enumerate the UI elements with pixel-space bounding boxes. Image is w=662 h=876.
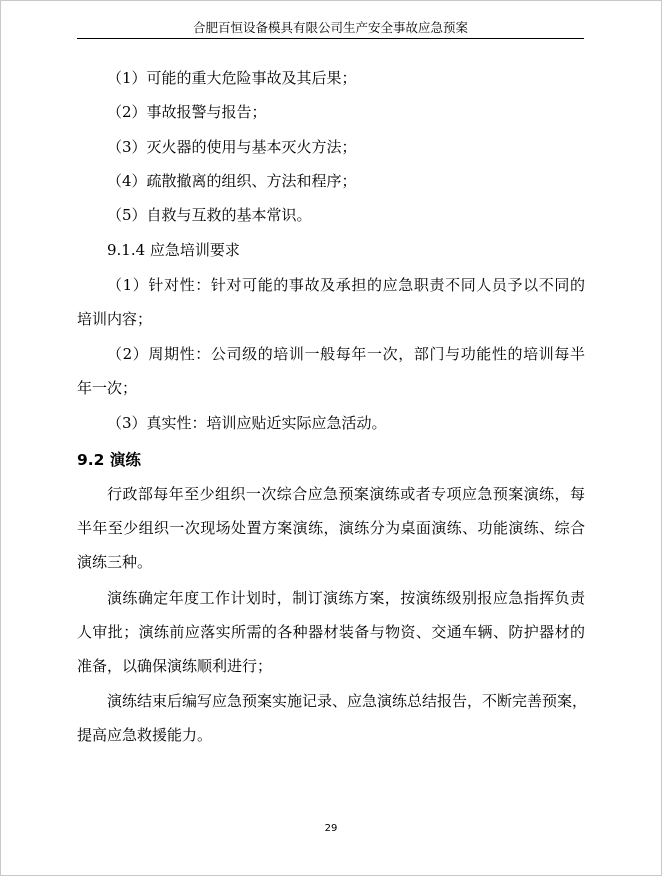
training-item-5: （5）自救与互救的基本常识。 bbox=[107, 206, 312, 224]
paragraph-3-line-1: 演练结束后编写应急预案实施记录、应急演练总结报告，不断完善预案， bbox=[107, 692, 588, 710]
page-header: 合肥百恒设备模具有限公司生产安全事故应急预案 bbox=[77, 18, 584, 39]
paragraph-2-line-1: 演练确定年度工作计划时，制订演练方案，按演练级别报应急指挥负责 bbox=[107, 589, 585, 607]
requirement-1-line-2: 培训内容； bbox=[77, 310, 153, 328]
section-title: 9.2 演练 bbox=[77, 451, 141, 469]
requirement-1-line-1: （1）针对性：针对可能的事故及承担的应急职责不同人员予以不同的 bbox=[107, 276, 585, 294]
paragraph-2-line-3: 准备，以确保演练顺利进行； bbox=[77, 657, 273, 675]
paragraph-2-line-2: 人审批；演练前应落实所需的各种器材装备与物资、交通车辆、防护器材的 bbox=[77, 623, 585, 641]
subsection-heading: 9.1.4 应急培训要求 bbox=[107, 241, 240, 259]
training-item-2: （2）事故报警与报告； bbox=[107, 103, 267, 121]
paragraph-1-line-2: 半年至少组织一次现场处置方案演练，演练分为桌面演练、功能演练、综合 bbox=[77, 519, 585, 537]
training-item-3: （3）灭火器的使用与基本灭火方法； bbox=[107, 138, 357, 156]
requirement-3-line-1: （3）真实性：培训应贴近实际应急活动。 bbox=[107, 414, 387, 432]
requirement-2-line-1: （2）周期性：公司级的培训一般每年一次，部门与功能性的培训每半 bbox=[107, 345, 585, 363]
paragraph-3-line-2: 提高应急救援能力。 bbox=[77, 726, 213, 744]
training-item-4: （4）疏散撤离的组织、方法和程序； bbox=[107, 172, 357, 190]
requirement-2-line-2: 年一次； bbox=[77, 379, 138, 397]
training-item-1: （1）可能的重大危险事故及其后果； bbox=[107, 69, 357, 87]
paragraph-1-line-3: 演练三种。 bbox=[77, 553, 153, 571]
page-number: 29 bbox=[324, 823, 338, 834]
paragraph-1-line-1: 行政部每年至少组织一次综合应急预案演练或者专项应急预案演练，每 bbox=[107, 485, 585, 503]
